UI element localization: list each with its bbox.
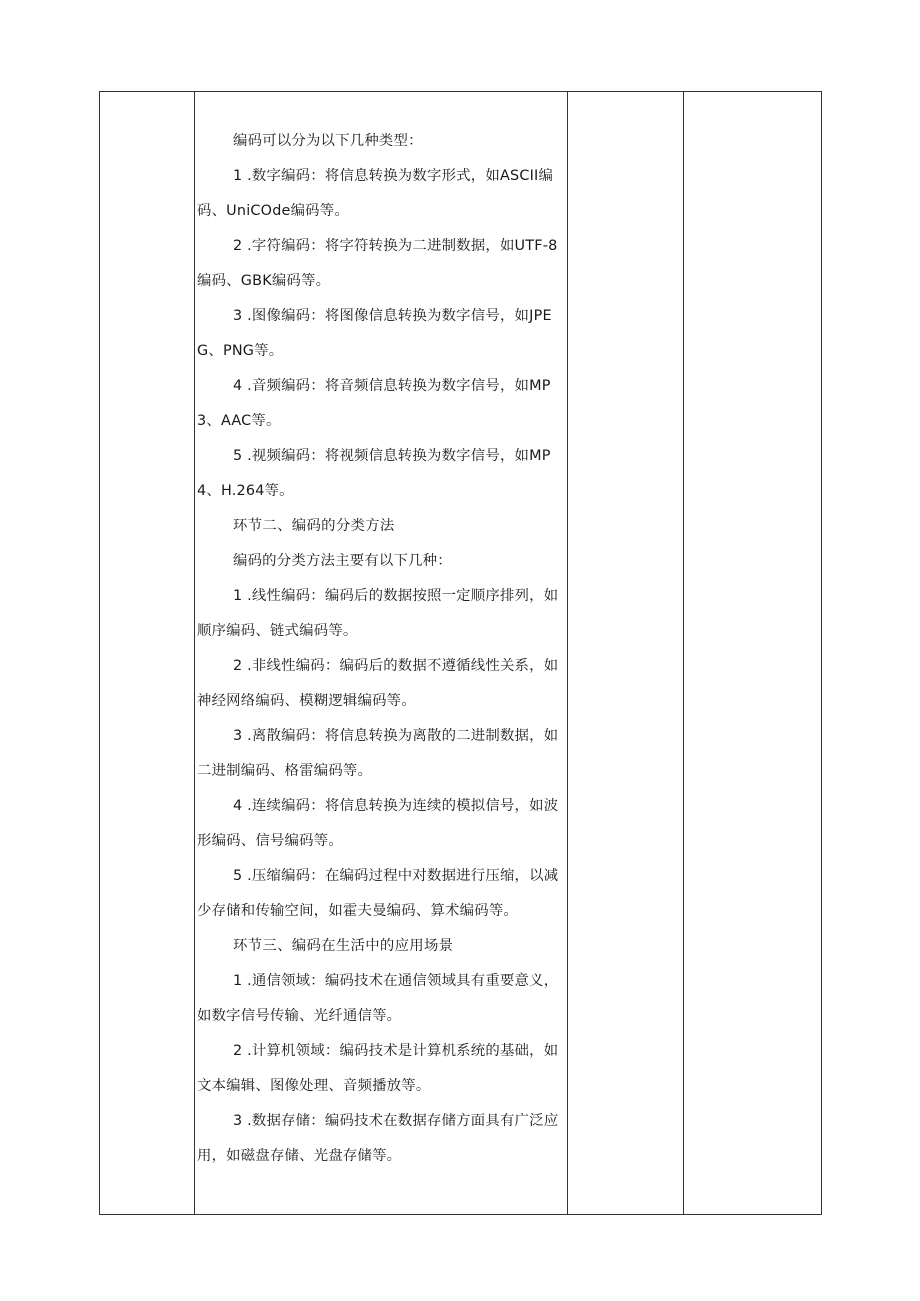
table-cell-fourth — [684, 92, 822, 1215]
lesson-table — [99, 91, 822, 1215]
section-heading: 环节二、编码的分类方法 — [233, 518, 395, 534]
table-cell-third — [568, 92, 684, 1215]
list-item: 2 .非线性编码：编码后的数据不遵循线性关系，如神经网络编码、模糊逻辑编码等。 — [197, 658, 559, 709]
list-item: 3 .离散编码：将信息转换为离散的二进制数据，如二进制编码、格雷编码等。 — [197, 728, 559, 779]
list-item: 2 .字符编码：将字符转换为二进制数据，如UTF-8编码、GBK编码等。 — [197, 238, 558, 289]
list-item: 5 .压缩编码：在编码过程中对数据进行压缩，以减少存储和传输空间，如霍夫曼编码、算术编码等。 — [197, 868, 559, 919]
section-heading: 环节三、编码在生活中的应用场景 — [233, 938, 454, 954]
list-item: 4 .连续编码：将信息转换为连续的模拟信号，如波形编码、信号编码等。 — [197, 798, 559, 849]
list-item: 1 .数字编码：将信息转换为数字形式，如ASCII编码、UniCOde编码等。 — [197, 168, 554, 219]
list-item: 5 .视频编码：将视频信息转换为数字信号，如MP4、H.264等。 — [197, 448, 551, 499]
list-item: 3 .图像编码：将图像信息转换为数字信号，如JPEG、PNG等。 — [197, 308, 552, 359]
content-body — [195, 92, 567, 1174]
table-cell-left — [100, 92, 195, 1215]
list-item: 1 .通信领域：编码技术在通信领域具有重要意义，如数字信号传输、光纤通信等。 — [197, 973, 559, 1024]
paragraph-intro: 编码的分类方法主要有以下几种： — [233, 553, 452, 569]
list-item: 3 .数据存储：编码技术在数据存储方面具有广泛应用，如磁盘存储、光盘存储等。 — [197, 1113, 559, 1164]
list-item: 4 .音频编码：将音频信息转换为数字信号，如MP3、AAC等。 — [197, 378, 551, 429]
list-item: 1 .线性编码：编码后的数据按照一定顺序排列，如顺序编码、链式编码等。 — [197, 588, 559, 639]
table-cell-content — [195, 92, 568, 1215]
list-item: 2 .计算机领域：编码技术是计算机系统的基础，如文本编辑、图像处理、音频播放等。 — [197, 1043, 559, 1094]
table-row — [100, 92, 822, 1215]
paragraph-intro: 编码可以分为以下几种类型： — [233, 133, 423, 149]
